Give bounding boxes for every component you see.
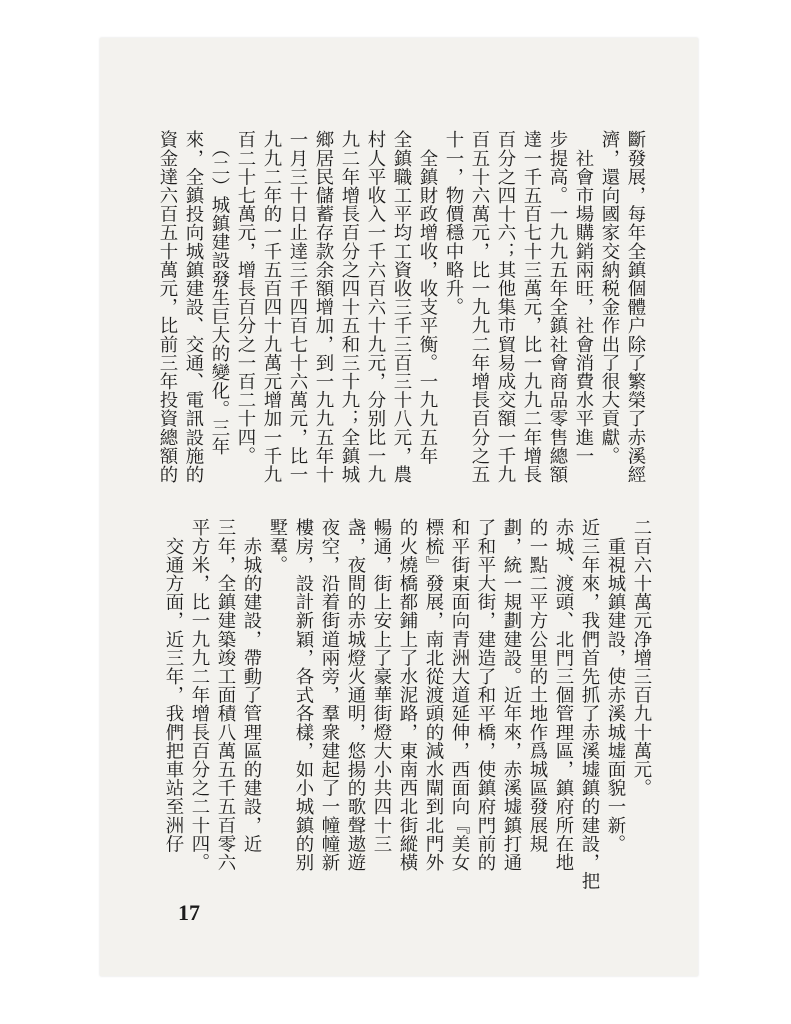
- text-column: 百二十七萬元，增長百分之一百二十四。: [235, 130, 256, 465]
- text-column: 赤城、渡頭、北門三個管理區，鎮府所在地: [553, 518, 574, 872]
- text-column: 村人平收入一千六百六十九元，分别比一九: [365, 130, 386, 484]
- upper-text-block: [154, 130, 648, 483]
- text-column: 百分之四十六；其他集市貿易成交額一千九: [495, 130, 516, 484]
- text-column: 標梳』發展，南北從渡頭的減水閘到北門外: [423, 518, 444, 872]
- text-column: 盏，夜間的赤城燈火通明，悠揚的歌聲遨遊: [345, 518, 366, 872]
- text-column: 百五十六萬元，比一九九二年增長百分之五: [469, 130, 490, 484]
- text-column: 全鎮財政增收，收支平衡。一九九五年: [417, 130, 438, 465]
- text-column: 墅羣。: [267, 518, 288, 574]
- text-column: 十一，物價穩中略升。: [443, 130, 464, 316]
- text-column: 平方米，比一九九二年增長百分之二十四。: [189, 518, 210, 872]
- text-column: 樓房，設計新穎，各式各樣，如小城鎮的别: [293, 518, 314, 872]
- book-page: [100, 38, 698, 976]
- text-column: 達一千五百七十三萬元，比一九九二年增長: [521, 130, 542, 484]
- text-column: 步提高。一九九五年全鎮社會商品零售總額: [547, 130, 568, 484]
- text-column: 九九二年的一千五百四十九萬元增加一千九: [261, 130, 282, 484]
- text-column: 社會市場購銷兩旺，社會消費水平進一: [573, 130, 594, 465]
- text-column: 和平街東面向青洲大道延伸，西面向『美女: [449, 518, 470, 872]
- text-column: 濟，還向國家交納税金作出了很大貢獻。: [599, 130, 620, 465]
- text-column: 一月三十日止達三千四百七十六萬元，比一: [287, 130, 308, 484]
- text-column: 二百六十萬元净增三百九十萬元。: [631, 518, 652, 797]
- text-column: 暢通，街上安上了豪華街燈大小共四十三: [371, 518, 392, 853]
- text-column: 近三年來，我們首先抓了赤溪墟鎮的建設，把: [579, 518, 600, 890]
- text-column: 來，全鎮投向城鎮建設、交通、電訊設施的: [183, 130, 204, 484]
- text-column: 九二年增長百分之四十五和三十九；全鎮城: [339, 130, 360, 484]
- text-column: 劃，統一規劃建設。近年來，赤溪墟鎮打通: [501, 518, 522, 872]
- text-column: 資金達六百五十萬元，比前三年投資總額的: [157, 130, 178, 484]
- text-column: 鄉居民儲蓄存款余額增加，到一九九五年十: [313, 130, 334, 484]
- text-column: （二）城鎮建設發生巨大的變化。三年: [209, 130, 230, 456]
- lower-text-block: [160, 518, 654, 890]
- text-column: 的火燒橋都鋪上了水泥路，東南西北街縱橫: [397, 518, 418, 872]
- page-number: 17: [178, 900, 200, 925]
- text-column: 全鎮職工平均工資收三千三百三十八元，農: [391, 130, 412, 484]
- text-column: 夜空，沿着街道兩旁，羣衆建起了一幢幢新: [319, 518, 340, 872]
- text-column: 重視城鎮建設，使赤溪城墟面貌一新。: [605, 518, 626, 853]
- text-column: 交通方面，近三年，我們把車站至洲仔: [163, 518, 184, 853]
- text-column: 了和平大街，建造了和平橋，使鎮府門前的: [475, 518, 496, 872]
- text-column: 斷發展，每年全鎮個體户除了繁榮了赤溪經: [625, 130, 646, 484]
- text-column: 三年，全鎮建築竣工面積八萬五千五百零六: [215, 518, 236, 872]
- text-column: 赤城的建設，帶動了管理區的建設，近: [241, 518, 262, 853]
- text-column: 的一點二平方公里的土地作爲城區發展規: [527, 518, 548, 853]
